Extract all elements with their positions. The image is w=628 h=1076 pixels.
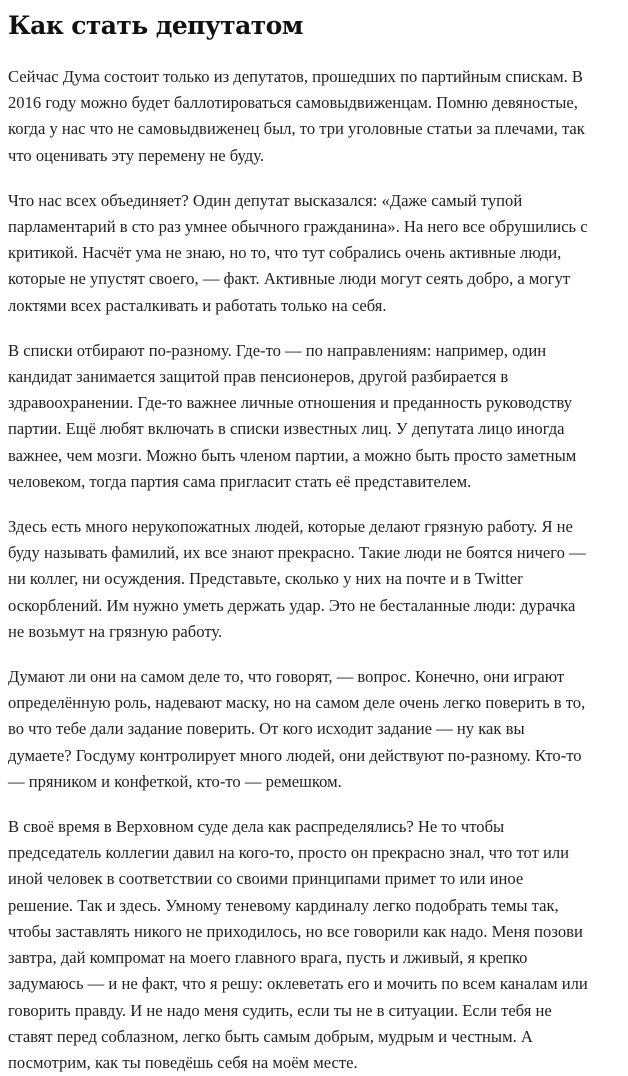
text-line: решение. Так и здесь. Умному теневому кардиналу легко подобрать темы так, (8, 895, 559, 915)
paragraph-6 (8, 814, 628, 1076)
text-line: завтра, дай компромат на моего главного врага, пусть и лживый, я крепко (8, 948, 528, 968)
text-line: человеком, тогда партия сама пригласит стать её представителем. (8, 471, 472, 491)
text-line: — пряником и конфеткой, кто-то — ремешком. (8, 771, 342, 791)
text-line: говорить правду. И не надо меня судить, если ты не в ситуации. Если тебя не (8, 1000, 552, 1020)
text-line: иной человек в соответствии со своими принципами примет то или иное (8, 869, 524, 889)
text-line: партии. Ещё любят включать в списки известных лиц. У депутата лицо иногда (8, 419, 565, 439)
text-line: локтями всех расталкивать и работать только на себя. (8, 295, 387, 315)
paragraph-5 (8, 664, 628, 795)
text-line: когда у нас что не самовыдвиженец был, то три уголовные статьи за плечами, так (8, 119, 585, 139)
text-line: 2016 году можно будет баллотироваться самовыдвиженцам. Помню девяностые, (8, 93, 578, 113)
text-line: важнее, чем мозги. Можно быть членом партии, а можно быть просто заметным (8, 445, 577, 465)
text-line: кандидат занимается защитой прав пенсионеров, другой разбирается в (8, 367, 509, 387)
text-line: посмотрим, как ты поведёшь себя на моём месте. (8, 1052, 358, 1072)
text-line: буду называть фамилий, их все знают прекрасно. Такие люди не боятся ничего — (8, 543, 586, 563)
text-line: В своё время в Верховном суде дела как распределялись? Не то чтобы (8, 817, 505, 837)
text-line: думаете? Госдуму контролирует много людей, они действуют по-разному. Кто-то (8, 745, 582, 765)
text-line: Думают ли они на самом деле то, что говорят, — вопрос. Конечно, они играют (8, 667, 565, 687)
text-line: здравоохранении. Где-то важнее личные отношения и преданность руководству (8, 393, 573, 413)
paragraph-2 (8, 188, 628, 319)
text-line: задумаюсь — и не факт, что я решу: оклеветать его и мочить по всем каналам или (8, 974, 588, 994)
article (0, 10, 628, 1076)
text-line: оскорблений. Им нужно уметь держать удар. Это не бесталанные люди: дурачка (8, 595, 576, 615)
text-line: ни коллег, ни осуждения. Представьте, сколько у них на почте и в Twitter (8, 569, 523, 589)
text-line: что оценивать эту перемену не буду. (8, 145, 265, 165)
text-line: во что тебе дали задание поверить. От кого исходит задание — ну как вы (8, 719, 525, 739)
text-line: Здесь есть много нерукопожатных людей, которые делают грязную работу. Я не (8, 517, 573, 537)
text-line: В списки отбирают по-разному. Где-то — по направлениям: например, один (8, 340, 547, 360)
text-line: Сейчас Дума состоит только из депутатов, прошедших по партийным спискам. В (8, 67, 583, 86)
text-line: не возьмут на грязную работу. (8, 621, 223, 641)
text-line: чтобы заставлять никого не приходилось, но все говорили как надо. Меня позови (8, 921, 583, 941)
text-line: председатель коллегии давил на кого-то, просто он прекрасно знал, что тот или (8, 843, 570, 863)
text-line: ставят перед соблазном, легко быть самым добрым, мудрым и честным. А (8, 1026, 533, 1046)
text-line: определённую роль, надевают маску, но на самом деле очень легко поверить в то, (8, 693, 586, 713)
article-title: Как стать депутатом (8, 11, 303, 40)
paragraph-3 (8, 338, 628, 495)
text-line: Что нас всех объединяет? Один депутат высказался: «Даже самый тупой (8, 190, 523, 210)
text-line: парламентарий в сто раз умнее обычного гражданина». На него все обрушились с (8, 217, 588, 237)
text-line: которые не упустят своего, — факт. Активные люди могут сеять добро, а могут (8, 269, 571, 289)
paragraph-1 (8, 64, 628, 169)
paragraph-4 (8, 514, 628, 645)
text-line: критикой. Насчёт ума не знаю, но то, что тут собрались очень активные люди, (8, 243, 562, 263)
